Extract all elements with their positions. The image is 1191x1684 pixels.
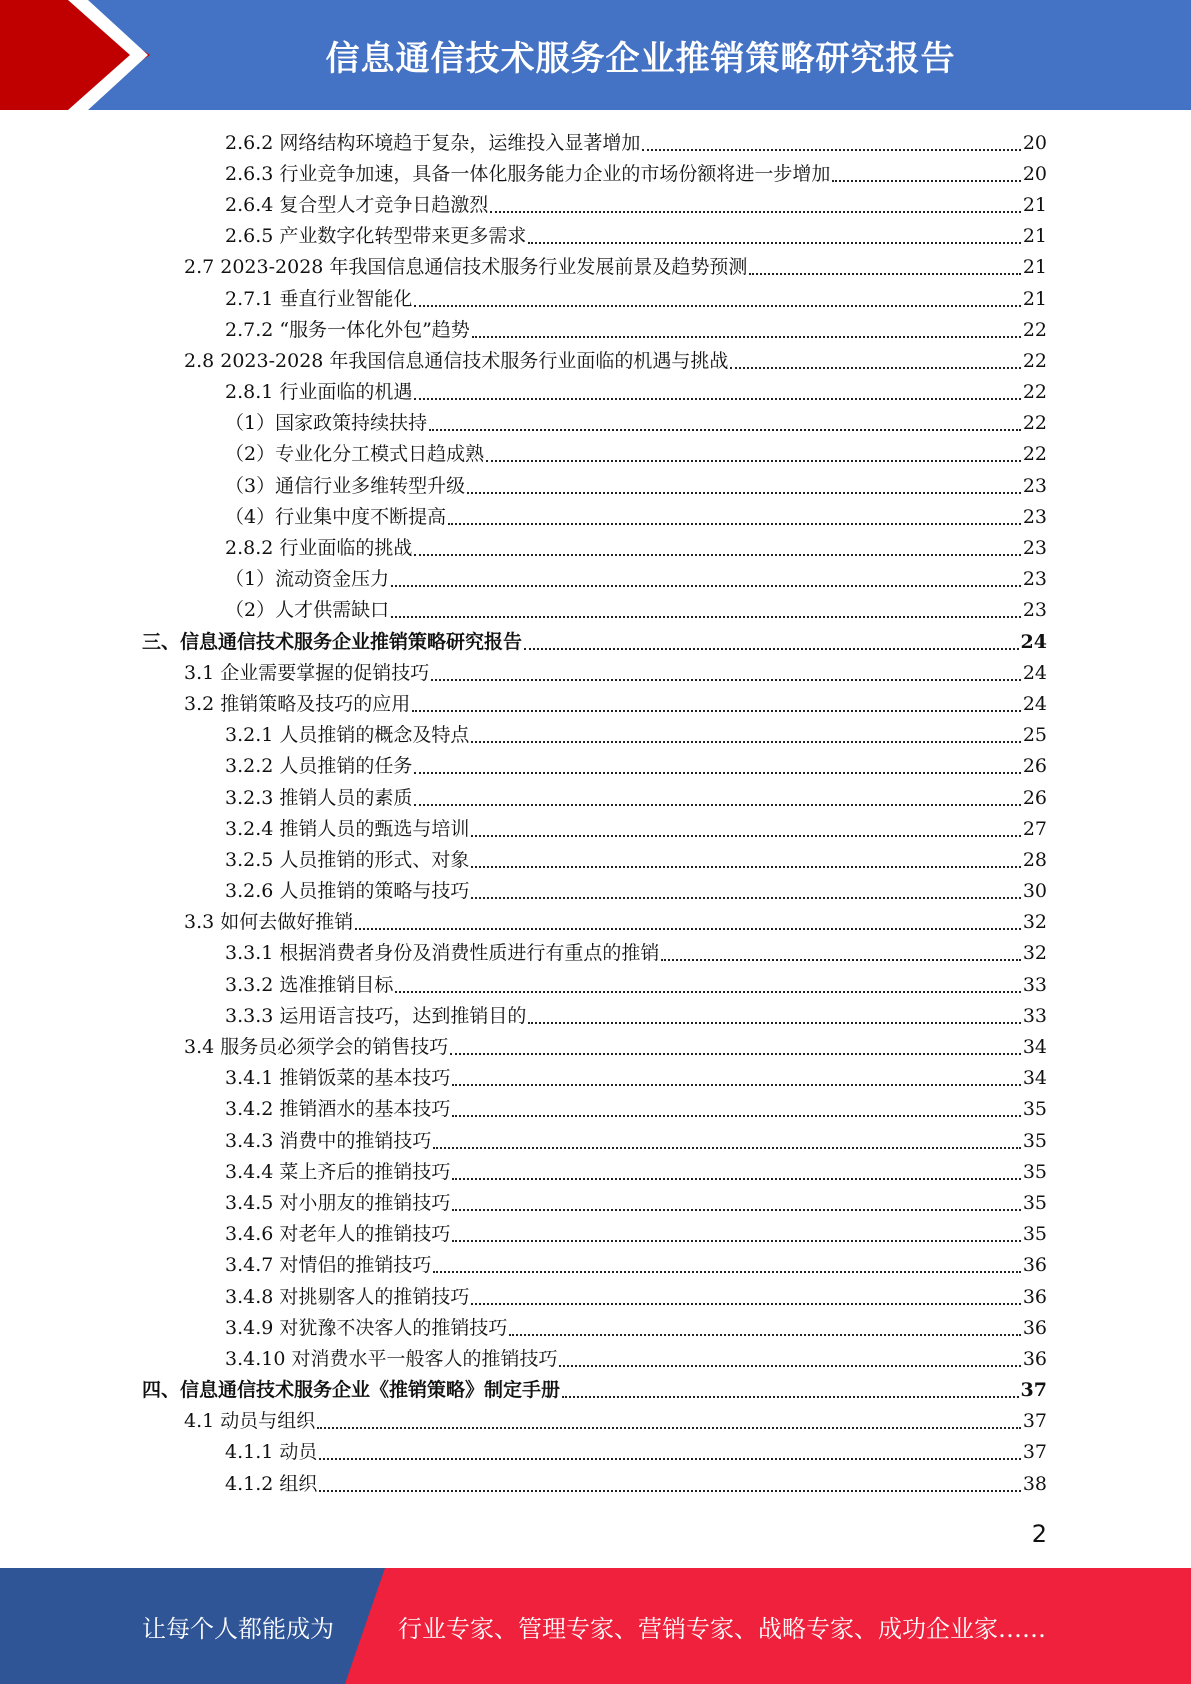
toc-entry[interactable] xyxy=(225,221,1047,252)
page-number: 2 xyxy=(1031,1520,1047,1548)
toc-entry[interactable] xyxy=(225,283,1047,314)
toc-entry-page: 21 xyxy=(1022,287,1047,310)
toc-dot-leader xyxy=(472,336,1021,338)
toc-entry[interactable] xyxy=(225,532,1047,563)
toc-entry-title: （2）专业化分工模式日趋成熟 xyxy=(225,443,485,466)
toc-dot-leader xyxy=(391,616,1021,618)
toc-entry-title: 3.2.5 人员推销的形式、对象 xyxy=(225,848,470,871)
toc-dot-leader xyxy=(559,1365,1020,1367)
toc-dot-leader xyxy=(642,149,1020,151)
toc-dot-leader xyxy=(452,1178,1020,1180)
toc-dot-leader xyxy=(528,242,1020,244)
toc-entry[interactable] xyxy=(225,813,1047,844)
toc-entry-title: 2.7.1 垂直行业智能化 xyxy=(225,287,413,310)
toc-dot-leader xyxy=(452,1209,1020,1211)
toc-dot-leader xyxy=(452,1240,1020,1242)
toc-dot-leader xyxy=(452,1084,1020,1086)
toc-entry[interactable] xyxy=(184,1031,1047,1062)
toc-dot-leader xyxy=(414,305,1020,307)
toc-entry[interactable] xyxy=(142,1375,1047,1406)
toc-entry-page: 33 xyxy=(1022,973,1047,996)
toc-dot-leader xyxy=(490,211,1020,213)
toc-entry-page: 37 xyxy=(1020,1379,1047,1402)
toc-entry-title: 3.4.8 对挑剔客人的推销技巧 xyxy=(225,1285,470,1308)
toc-entry-page: 27 xyxy=(1022,817,1047,840)
toc-entry-page: 34 xyxy=(1022,1067,1047,1090)
toc-entry[interactable] xyxy=(184,252,1047,283)
toc-dot-leader xyxy=(562,1396,1019,1398)
toc-entry-title: 3.4.1 推销饭菜的基本技巧 xyxy=(225,1067,451,1090)
toc-entry-title: 3.4 服务员必须学会的销售技巧 xyxy=(184,1036,449,1059)
toc-dot-leader xyxy=(832,180,1020,182)
toc-dot-leader xyxy=(433,1271,1020,1273)
toc-dot-leader xyxy=(414,772,1020,774)
toc-entry-title: 4.1 动员与组织 xyxy=(184,1410,316,1433)
toc-entry-title: 2.8.2 行业面临的挑战 xyxy=(225,537,413,560)
toc-entry-page: 23 xyxy=(1022,537,1047,560)
toc-entry-title: 3.4.9 对犹豫不决客人的推销技巧 xyxy=(225,1316,508,1339)
toc-entry-page: 28 xyxy=(1022,848,1047,871)
toc-dot-leader xyxy=(661,959,1020,961)
toc-entry-page: 26 xyxy=(1022,755,1047,778)
toc-dot-leader xyxy=(317,1427,1021,1429)
toc-entry-title: 3.4.7 对情侣的推销技巧 xyxy=(225,1254,432,1277)
toc-entry-page: 23 xyxy=(1022,505,1047,528)
toc-dot-leader xyxy=(528,1022,1020,1024)
toc-entry-page: 22 xyxy=(1022,381,1047,404)
toc-entry-title: 3.4.2 推销酒水的基本技巧 xyxy=(225,1098,451,1121)
toc-entry-page: 24 xyxy=(1020,630,1047,653)
toc-entry-page: 36 xyxy=(1022,1347,1047,1370)
toc-entry[interactable] xyxy=(225,1156,1047,1187)
toc-entry-page: 24 xyxy=(1022,692,1047,715)
toc-entry-page: 21 xyxy=(1022,256,1047,279)
toc-entry-page: 34 xyxy=(1022,1036,1047,1059)
toc-entry-page: 36 xyxy=(1022,1285,1047,1308)
toc-entry[interactable] xyxy=(225,1187,1047,1218)
toc-entry-title: （4）行业集中度不断提高 xyxy=(225,505,447,528)
toc-entry-title: 2.8.1 行业面临的机遇 xyxy=(225,381,413,404)
toc-entry-title: 3.2.2 人员推销的任务 xyxy=(225,755,413,778)
toc-entry[interactable] xyxy=(184,345,1047,376)
toc-entry-page: 38 xyxy=(1022,1472,1047,1495)
footer-slogan-left: 让每个人都能成为 xyxy=(142,1614,334,1643)
toc-entry[interactable] xyxy=(225,969,1047,1000)
toc-dot-leader xyxy=(467,492,1021,494)
toc-entry-page: 30 xyxy=(1022,880,1047,903)
toc-entry[interactable] xyxy=(225,751,1047,782)
toc-dot-leader xyxy=(730,367,1020,369)
toc-entry[interactable] xyxy=(225,1125,1047,1156)
toc-entry-page: 21 xyxy=(1022,225,1047,248)
toc-entry[interactable] xyxy=(225,1063,1047,1094)
toc-entry-title: （1）流动资金压力 xyxy=(225,568,390,591)
toc-entry-title: 三、信息通信技术服务企业推销策略研究报告 xyxy=(142,630,523,653)
toc-dot-leader xyxy=(431,679,1021,681)
toc-dot-leader xyxy=(471,741,1020,743)
toc-entry[interactable] xyxy=(225,782,1047,813)
toc-entry[interactable] xyxy=(142,626,1047,657)
toc-entry-title: 2.6.4 复合型人才竞争日趋激烈 xyxy=(225,193,489,216)
toc-entry-title: 四、信息通信技术服务企业《推销策略》制定手册 xyxy=(142,1379,561,1402)
toc-dot-leader xyxy=(319,1490,1020,1492)
toc-entry-title: 2.6.5 产业数字化转型带来更多需求 xyxy=(225,225,527,248)
table-of-contents xyxy=(0,127,1191,1499)
toc-entry-page: 23 xyxy=(1022,474,1047,497)
toc-entry[interactable] xyxy=(225,876,1047,907)
toc-entry-title: 3.3 如何去做好推销 xyxy=(184,911,354,934)
toc-entry[interactable] xyxy=(225,1250,1047,1281)
toc-entry[interactable] xyxy=(225,377,1047,408)
toc-entry-title: 2.7 2023-2028 年我国信息通信技术服务行业发展前景及趋势预测 xyxy=(184,256,748,279)
toc-dot-leader xyxy=(471,866,1020,868)
toc-entry-title: 2.6.2 网络结构环境趋于复杂，运维投入显著增加 xyxy=(225,131,641,154)
toc-entry-page: 20 xyxy=(1022,162,1047,185)
toc-dot-leader xyxy=(471,897,1020,899)
toc-entry[interactable] xyxy=(225,1094,1047,1125)
toc-entry[interactable] xyxy=(225,1343,1047,1374)
toc-entry[interactable] xyxy=(225,564,1047,595)
toc-entry-page: 35 xyxy=(1022,1129,1047,1152)
toc-dot-leader xyxy=(395,991,1020,993)
toc-entry[interactable] xyxy=(225,1437,1047,1468)
toc-entry-page: 36 xyxy=(1022,1254,1047,1277)
toc-entry[interactable] xyxy=(225,470,1047,501)
toc-entry-title: 3.4.6 对老年人的推销技巧 xyxy=(225,1223,451,1246)
toc-entry[interactable] xyxy=(184,1406,1047,1437)
toc-entry-page: 36 xyxy=(1022,1316,1047,1339)
toc-entry[interactable] xyxy=(225,314,1047,345)
toc-dot-leader xyxy=(319,1458,1020,1460)
toc-entry-title: （2）人才供需缺口 xyxy=(225,599,390,622)
toc-dot-leader xyxy=(412,710,1021,712)
toc-entry-title: 3.3.3 运用语言技巧，达到推销目的 xyxy=(225,1004,527,1027)
toc-dot-leader xyxy=(471,835,1020,837)
toc-entry-page: 37 xyxy=(1022,1410,1047,1433)
toc-dot-leader xyxy=(524,648,1019,650)
toc-dot-leader xyxy=(450,1053,1021,1055)
toc-dot-leader xyxy=(452,1115,1020,1117)
toc-entry-title: （1）国家政策持续扶持 xyxy=(225,412,428,435)
toc-entry-title: 3.2.1 人员推销的概念及特点 xyxy=(225,724,470,747)
toc-dot-leader xyxy=(486,460,1021,462)
toc-entry-title: 3.3.1 根据消费者身份及消费性质进行有重点的推销 xyxy=(225,942,660,965)
toc-entry-page: 22 xyxy=(1022,443,1047,466)
toc-entry[interactable] xyxy=(225,844,1047,875)
toc-entry-page: 24 xyxy=(1022,661,1047,684)
toc-dot-leader xyxy=(355,928,1021,930)
toc-entry-title: 4.1.1 动员 xyxy=(225,1441,318,1464)
toc-entry-page: 35 xyxy=(1022,1098,1047,1121)
toc-dot-leader xyxy=(448,523,1021,525)
toc-dot-leader xyxy=(749,273,1020,275)
header-title: 信息通信技术服务企业推销策略研究报告 xyxy=(325,38,956,79)
toc-entry-title: 3.3.2 选准推销目标 xyxy=(225,973,394,996)
toc-entry-title: 2.6.3 行业竞争加速，具备一体化服务能力企业的市场份额将进一步增加 xyxy=(225,162,831,185)
toc-dot-leader xyxy=(433,1147,1020,1149)
toc-entry-page: 32 xyxy=(1022,911,1047,934)
toc-dot-leader xyxy=(391,585,1021,587)
toc-entry[interactable] xyxy=(225,1281,1047,1312)
toc-entry-page: 37 xyxy=(1022,1441,1047,1464)
toc-entry-page: 22 xyxy=(1022,349,1047,372)
toc-entry[interactable] xyxy=(184,907,1047,938)
toc-entry-page: 26 xyxy=(1022,786,1047,809)
toc-dot-leader xyxy=(509,1334,1020,1336)
toc-entry-title: 3.2 推销策略及技巧的应用 xyxy=(184,692,411,715)
toc-entry[interactable] xyxy=(225,439,1047,470)
toc-entry-page: 35 xyxy=(1022,1160,1047,1183)
toc-entry[interactable] xyxy=(225,595,1047,626)
toc-entry[interactable] xyxy=(225,1000,1047,1031)
toc-entry-page: 33 xyxy=(1022,1004,1047,1027)
toc-entry[interactable] xyxy=(225,501,1047,532)
toc-entry-title: 3.1 企业需要掌握的促销技巧 xyxy=(184,661,430,684)
toc-entry[interactable] xyxy=(225,158,1047,189)
toc-entry-title: 3.4.4 菜上齐后的推销技巧 xyxy=(225,1160,451,1183)
toc-entry[interactable] xyxy=(225,1312,1047,1343)
toc-entry-title: 3.4.3 消费中的推销技巧 xyxy=(225,1129,432,1152)
toc-entry[interactable] xyxy=(225,720,1047,751)
toc-dot-leader xyxy=(471,1303,1020,1305)
toc-entry[interactable] xyxy=(225,1468,1047,1499)
toc-entry-page: 23 xyxy=(1022,568,1047,591)
toc-entry[interactable] xyxy=(225,938,1047,969)
toc-entry-title: 3.4.10 对消费水平一般客人的推销技巧 xyxy=(225,1347,558,1370)
toc-entry-page: 25 xyxy=(1022,724,1047,747)
toc-entry-page: 35 xyxy=(1022,1223,1047,1246)
toc-entry-page: 22 xyxy=(1022,412,1047,435)
toc-entry-title: 2.7.2 “服务一体化外包”趋势 xyxy=(225,318,470,341)
toc-entry-page: 21 xyxy=(1022,193,1047,216)
toc-entry-title: 3.2.4 推销人员的甄选与培训 xyxy=(225,817,470,840)
toc-entry-page: 35 xyxy=(1022,1191,1047,1214)
toc-entry-title: 4.1.2 组织 xyxy=(225,1472,318,1495)
toc-dot-leader xyxy=(414,398,1020,400)
toc-entry[interactable] xyxy=(225,408,1047,439)
toc-entry-page: 20 xyxy=(1022,131,1047,154)
toc-entry-page: 32 xyxy=(1022,942,1047,965)
toc-entry-page: 22 xyxy=(1022,318,1047,341)
page-footer xyxy=(0,1568,1191,1684)
toc-entry-title: 3.2.6 人员推销的策略与技巧 xyxy=(225,880,470,903)
page-header xyxy=(0,0,1191,110)
toc-dot-leader xyxy=(414,554,1020,556)
toc-entry[interactable] xyxy=(184,688,1047,719)
toc-entry[interactable] xyxy=(225,189,1047,220)
toc-entry-title: 3.2.3 推销人员的素质 xyxy=(225,786,413,809)
toc-dot-leader xyxy=(414,804,1020,806)
toc-entry[interactable] xyxy=(225,127,1047,158)
toc-entry[interactable] xyxy=(184,657,1047,688)
toc-entry-page: 23 xyxy=(1022,599,1047,622)
toc-dot-leader xyxy=(429,429,1021,431)
toc-entry-title: 2.8 2023-2028 年我国信息通信技术服务行业面临的机遇与挑战 xyxy=(184,349,729,372)
toc-entry[interactable] xyxy=(225,1219,1047,1250)
toc-entry-title: （3）通信行业多维转型升级 xyxy=(225,474,466,497)
toc-entry-title: 3.4.5 对小朋友的推销技巧 xyxy=(225,1191,451,1214)
footer-slogan-right: 行业专家、管理专家、营销专家、战略专家、成功企业家…… xyxy=(398,1614,1046,1643)
